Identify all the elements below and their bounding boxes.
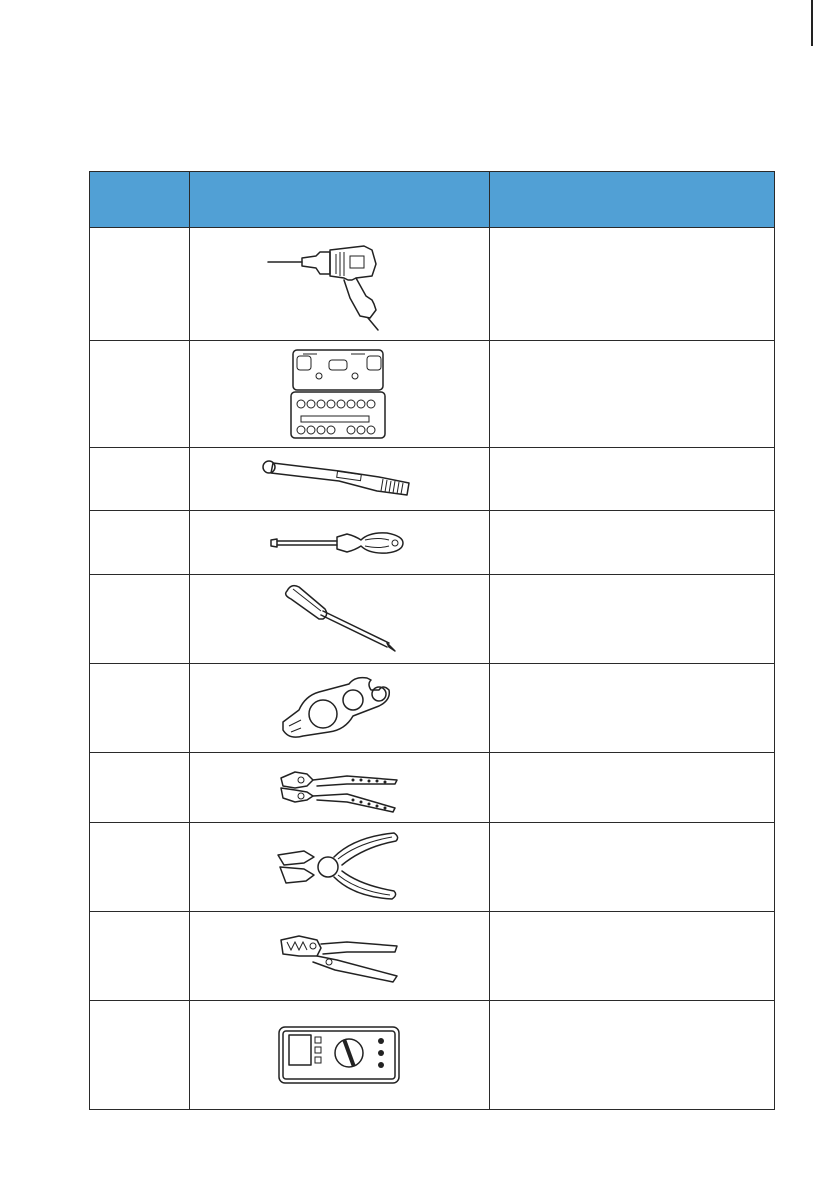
row-number xyxy=(90,575,190,664)
table-row xyxy=(90,228,775,341)
row-description xyxy=(489,912,774,1001)
header-image xyxy=(190,172,489,228)
table-row xyxy=(90,575,775,664)
phillips-screwdriver-icon xyxy=(279,581,399,657)
row-number xyxy=(90,341,190,448)
row-description xyxy=(489,448,774,511)
table-row xyxy=(90,823,775,912)
row-description xyxy=(489,228,774,341)
table-row xyxy=(90,1001,775,1110)
row-number xyxy=(90,912,190,1001)
table-row xyxy=(90,341,775,448)
table-row xyxy=(90,664,775,753)
multimeter-icon xyxy=(277,1025,401,1085)
row-description xyxy=(489,823,774,912)
row-description xyxy=(489,575,774,664)
crimping-tool-icon xyxy=(277,926,401,986)
row-number xyxy=(90,753,190,823)
torque-wrench-icon xyxy=(259,457,419,501)
socket-set-case-icon xyxy=(289,346,389,442)
wire-stripper-icon xyxy=(274,827,404,907)
table-row xyxy=(90,448,775,511)
row-description xyxy=(489,1001,774,1110)
row-description xyxy=(489,341,774,448)
table-header-row xyxy=(90,172,775,228)
header-description xyxy=(489,172,774,228)
row-number xyxy=(90,1001,190,1110)
row-number xyxy=(90,664,190,753)
row-number xyxy=(90,511,190,575)
drywall-screwdriver-icon xyxy=(264,234,414,334)
row-number xyxy=(90,823,190,912)
tools-table xyxy=(89,171,775,1110)
header-no xyxy=(90,172,190,228)
crop-mark xyxy=(811,0,822,46)
row-description xyxy=(489,753,774,823)
table-row xyxy=(90,753,775,823)
connector-spanner-icon xyxy=(279,670,399,746)
table-row xyxy=(90,912,775,1001)
flathead-screwdriver-icon xyxy=(269,528,409,558)
row-number xyxy=(90,448,190,511)
row-description xyxy=(489,664,774,753)
row-description xyxy=(489,511,774,575)
table-row xyxy=(90,511,775,575)
cable-cutter-icon xyxy=(277,760,401,816)
row-number xyxy=(90,228,190,341)
